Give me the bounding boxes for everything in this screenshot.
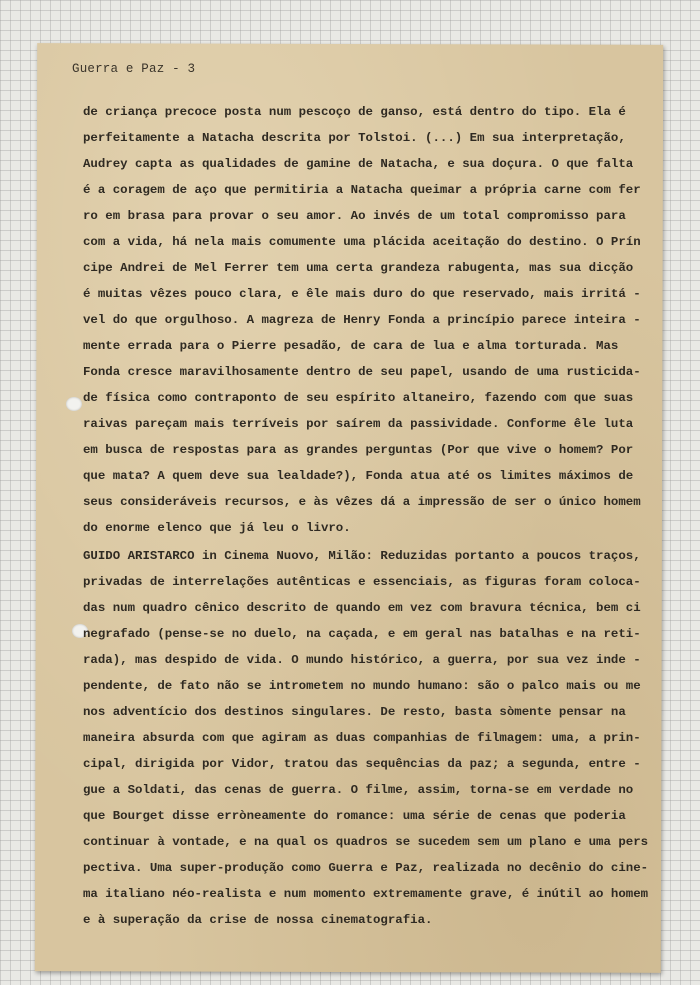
text-line: ma italiano néo-realista e num momento extremamente grave, é inútil ao homem xyxy=(83,887,649,901)
text-line: raivas pareçam mais terríveis por saírem da passividade. Conforme êle luta xyxy=(83,417,634,431)
text-line: gue a Soldati, das cenas de guerra. O filme, assim, torna-se em verdade no xyxy=(83,783,634,797)
text-line: negrafado (pense-se no duelo, na caçada, e em geral nas batalhas e na reti- xyxy=(83,627,641,641)
text-line: pendente, de fato não se intrometem no mundo humano: são o palco mais ou me xyxy=(83,679,641,693)
text-line: e à superação da crise de nossa cinematografia. xyxy=(83,913,433,927)
text-line: que mata? A quem deve sua lealdade?), Fonda atua até os limites máximos de xyxy=(83,469,634,483)
text-line: pectiva. Uma super-produção como Guerra e Paz, realizada no decênio do cine- xyxy=(83,861,649,875)
text-line: é a coragem de aço que permitiria a Natacha queimar a própria carne com fer xyxy=(83,183,641,197)
text-line: vel do que orgulhoso. A magreza de Henry Fonda a princípio parece inteira - xyxy=(83,313,641,327)
text-line: Audrey capta as qualidades de gamine de Natacha, e sua doçura. O que falta xyxy=(83,157,634,171)
text-line: Fonda cresce maravilhosamente dentro de seu papel, usando de uma rusticida- xyxy=(83,365,641,379)
text-line: do enorme elenco que já leu o livro. xyxy=(83,521,351,535)
text-line: que Bourget disse erròneamente do romance: uma série de cenas que poderia xyxy=(83,809,626,823)
text-line: das num quadro cênico descrito de quando em vez com bravura técnica, bem ci xyxy=(83,601,641,615)
text-line: nos adventício dos destinos singulares. De resto, basta sòmente pensar na xyxy=(83,705,626,719)
text-line: maneira absurda com que agiram as duas companhias de filmagem: uma, a prin- xyxy=(83,731,641,745)
text-line: de física como contraponto de seu espírito altaneiro, fazendo com que suas xyxy=(83,391,634,405)
page-header: Guerra e Paz - 3 xyxy=(72,62,196,76)
text-line: GUIDO ARISTARCO in Cinema Nuovo, Milão: Reduzidas portanto a poucos traços, xyxy=(83,549,641,563)
text-line: mente errada para o Pierre pesadão, de cara de lua e alma torturada. Mas xyxy=(83,339,619,353)
text-line: continuar à vontade, e na qual os quadros se sucedem sem um plano e uma pers xyxy=(83,835,649,849)
text-line: rada), mas despido de vida. O mundo histórico, a guerra, por sua vez inde - xyxy=(83,653,641,667)
text-line: seus consideráveis recursos, e às vêzes dá a impressão de ser o único homem xyxy=(83,495,641,509)
text-line: com a vida, há nela mais comumente uma plácida aceitação do destino. O Prín xyxy=(83,235,641,249)
punch-hole-upper xyxy=(66,397,82,411)
text-line: privadas de interrelações autênticas e essenciais, as figuras foram coloca- xyxy=(83,575,641,589)
text-line: em busca de respostas para as grandes perguntas (Por que vive o homem? Por xyxy=(83,443,634,457)
text-line: cipal, dirigida por Vidor, tratou das sequências da paz; a segunda, entre - xyxy=(83,757,641,771)
text-line: de criança precoce posta num pescoço de ganso, está dentro do tipo. Ela é xyxy=(83,105,626,119)
text-line: perfeitamente a Natacha descrita por Tolstoi. (...) Em sua interpretação, xyxy=(83,131,626,145)
text-line: é muitas vêzes pouco clara, e êle mais duro do que reservado, mais irritá - xyxy=(83,287,641,301)
text-line: cipe Andrei de Mel Ferrer tem uma certa grandeza rabugenta, mas sua dicção xyxy=(83,261,634,275)
text-line: ro em brasa para provar o seu amor. Ao invés de um total compromisso para xyxy=(83,209,626,223)
